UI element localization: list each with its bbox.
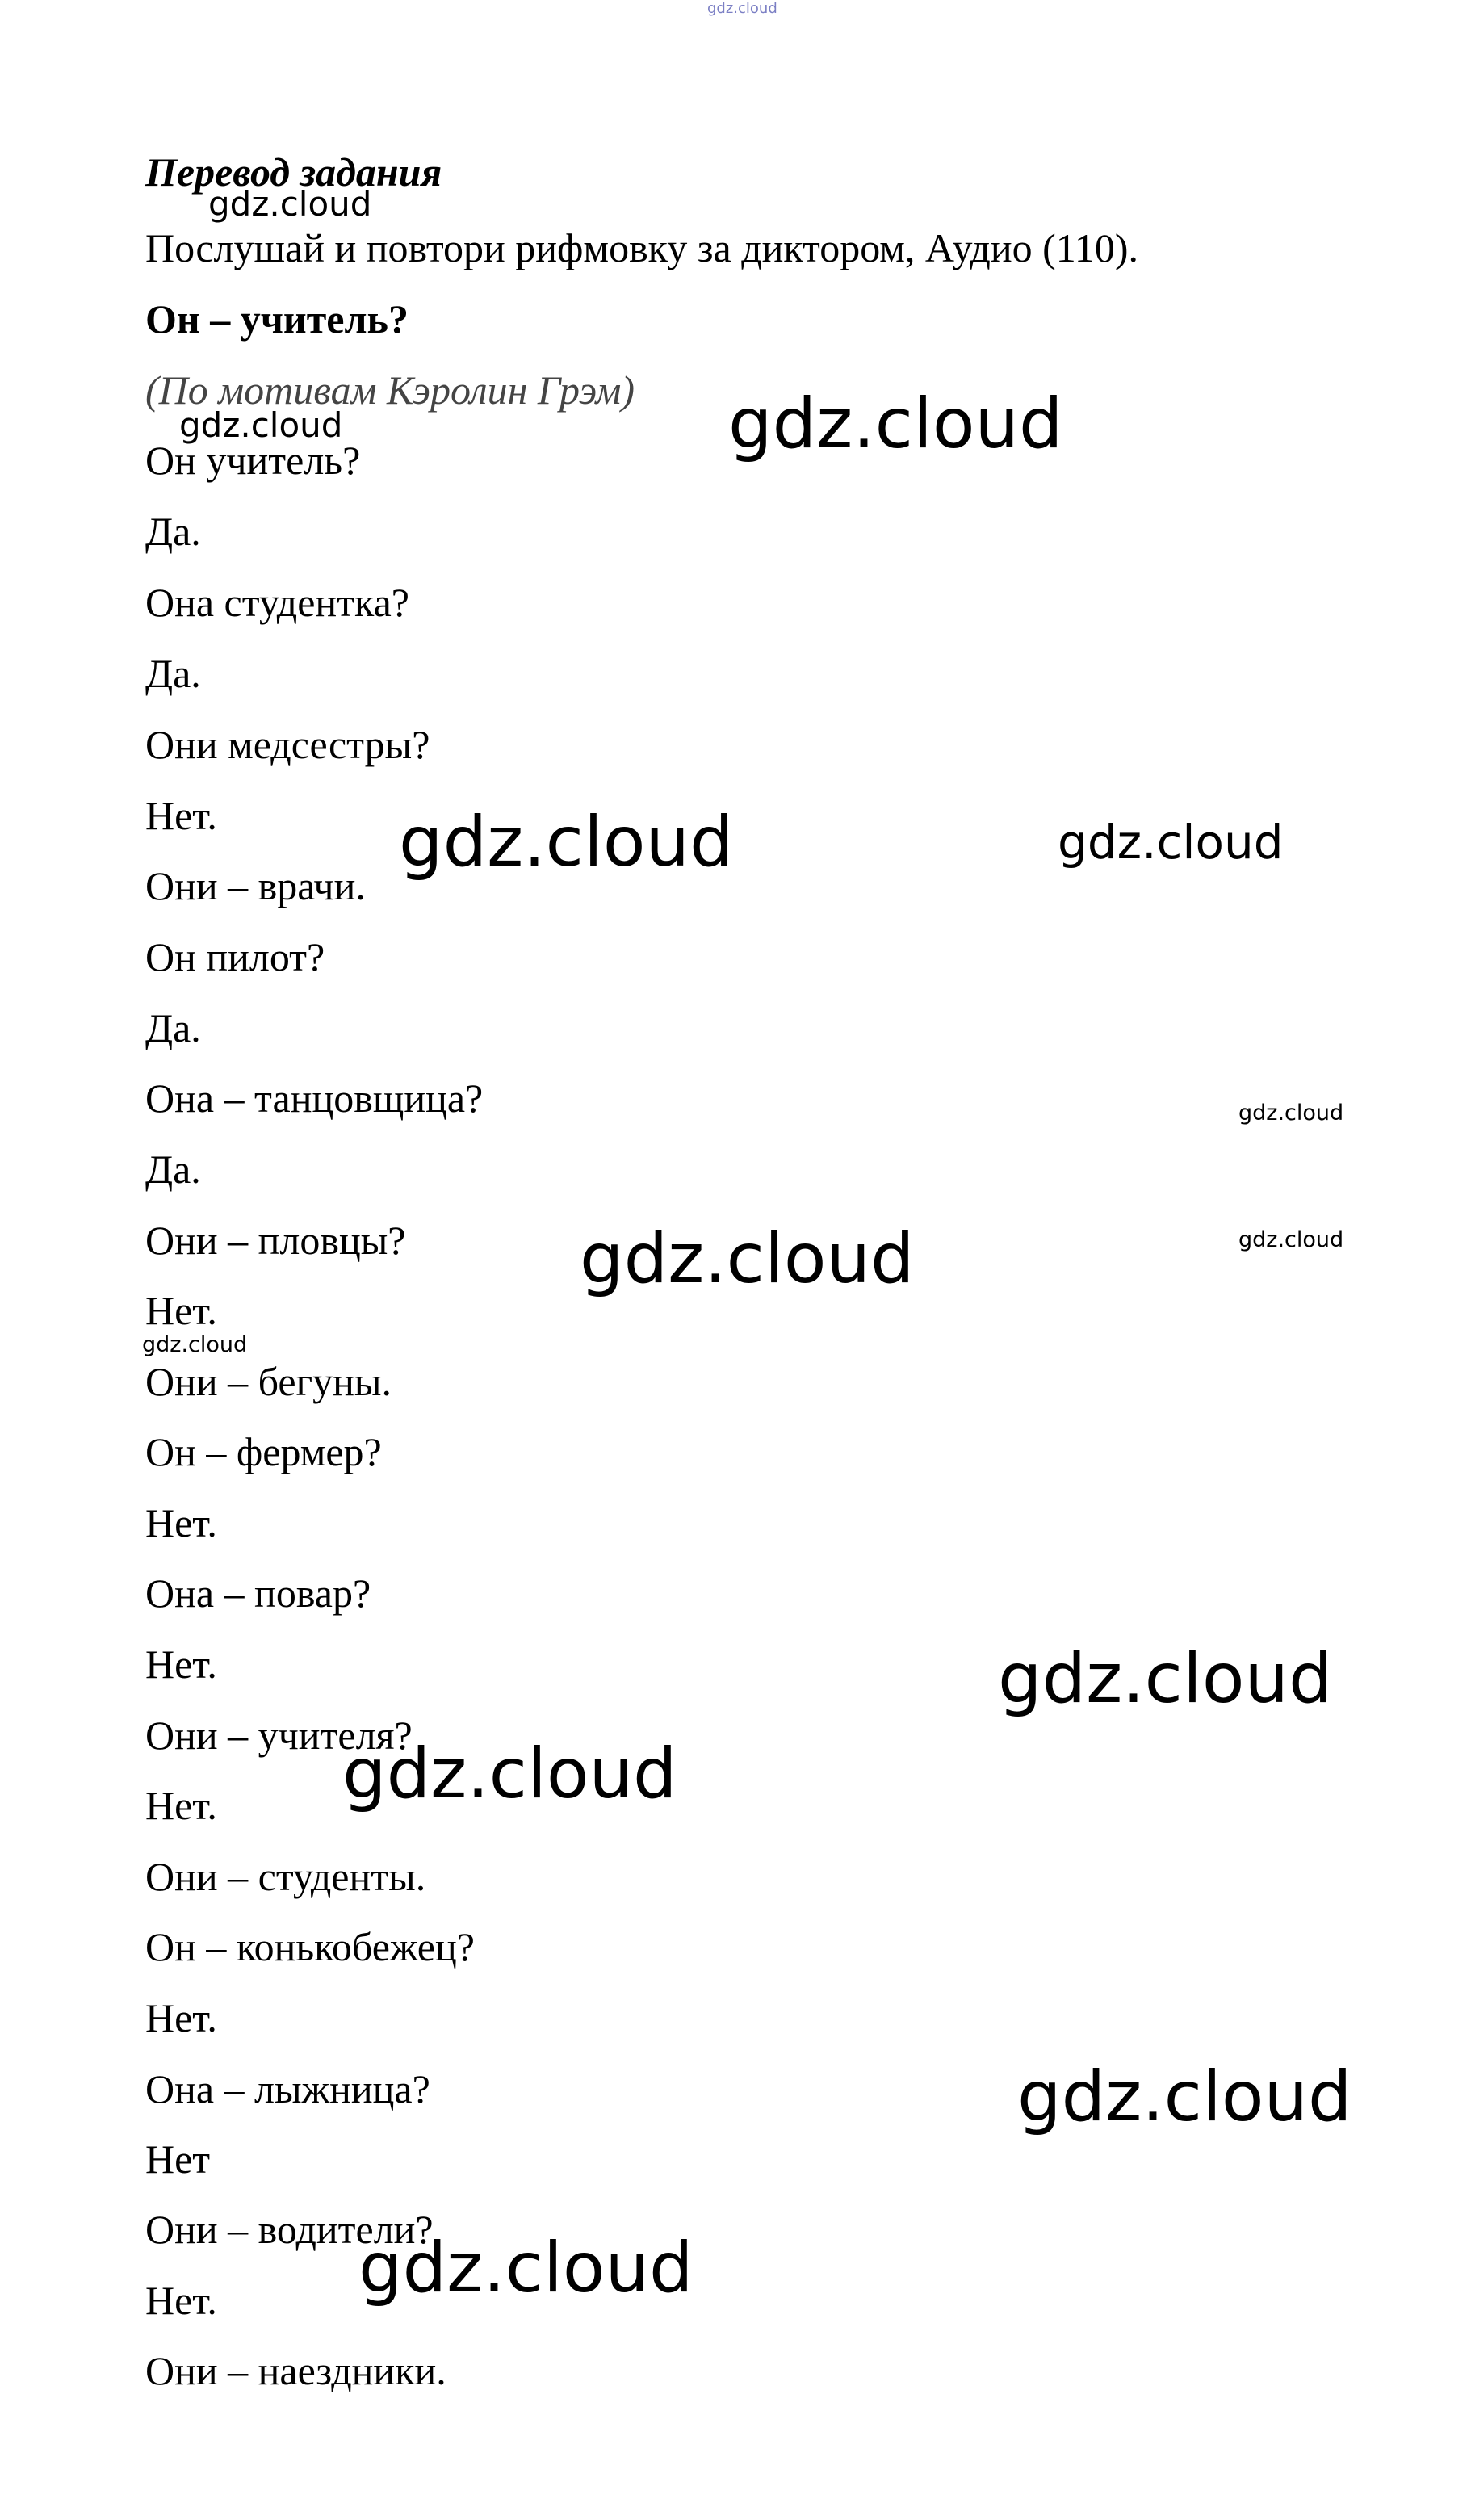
poem-line: Нет. (145, 2278, 217, 2323)
poem-line: Она – повар? (145, 1570, 371, 1616)
poem-subtitle: (По мотивам Кэролин Грэм) (145, 367, 635, 413)
poem-line: Он пилот? (145, 934, 325, 979)
watermark: gdz.cloud (1238, 1101, 1344, 1126)
poem-line: Он – конькобежец? (145, 1924, 475, 1969)
poem-line: Они – студенты. (145, 1854, 426, 1899)
poem-line: Нет. (145, 1642, 217, 1687)
poem-line: Он – фермер? (145, 1429, 382, 1474)
poem-line: Она – лыжница? (145, 2066, 430, 2111)
poem-line: Они медсестры? (145, 722, 430, 767)
watermark: gdz.cloud (998, 1638, 1333, 1719)
watermark: gdz.cloud (1017, 2057, 1352, 2137)
poem-line: Нет. (145, 1288, 217, 1333)
poem-line: Они – бегуны. (145, 1359, 392, 1404)
poem-line: Нет (145, 2136, 211, 2182)
watermark: gdz.cloud (580, 1218, 915, 1299)
watermark: gdz.cloud (358, 2228, 694, 2308)
poem-line: Они – пловцы? (145, 1218, 406, 1263)
watermark: gdz.cloud (179, 405, 343, 445)
poem-line: Они – наездники. (145, 2348, 446, 2393)
section-title: Перевод задания (145, 149, 442, 195)
watermark: gdz.cloud (728, 384, 1063, 464)
poem-line: Они – врачи. (145, 863, 366, 908)
poem-line: Они – учителя? (145, 1713, 413, 1758)
poem-line: Да. (145, 509, 201, 554)
poem-line: Он учитель? (145, 438, 361, 483)
poem-line: Нет. (145, 1995, 217, 2040)
poem-line: Нет. (145, 1783, 217, 1828)
poem-line: Нет. (145, 793, 217, 838)
instruction-text: Послушай и повтори рифмовку за диктором, Аудио (110). (145, 225, 1139, 270)
poem-line: Она студентка? (145, 580, 409, 625)
poem-line: Она – танцовщица? (145, 1076, 484, 1121)
watermark: gdz.cloud (1058, 815, 1284, 870)
watermark-top: gdz.cloud (707, 0, 777, 17)
watermark: gdz.cloud (342, 1734, 677, 1814)
poem-line: Да. (145, 1005, 201, 1050)
poem-line: Да. (145, 1147, 201, 1192)
poem-line: Они – водители? (145, 2207, 434, 2252)
watermark: gdz.cloud (142, 1332, 248, 1357)
poem-line: Нет. (145, 1500, 217, 1545)
poem-line: Да. (145, 651, 201, 696)
watermark: gdz.cloud (1238, 1227, 1344, 1252)
poem-title: Он – учитель? (145, 296, 409, 342)
watermark: gdz.cloud (399, 802, 734, 883)
watermark: gdz.cloud (208, 184, 372, 224)
